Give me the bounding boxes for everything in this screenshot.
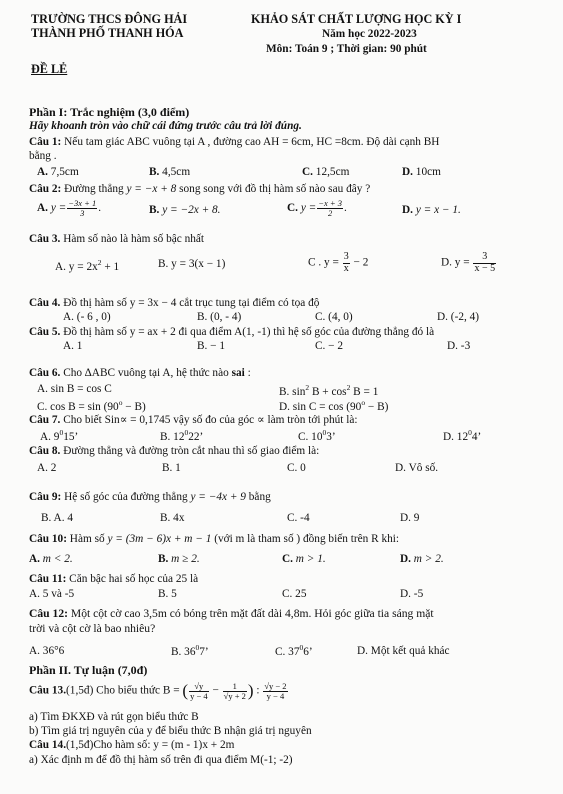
q6-option-a: A. sin B = cos C [37,383,112,395]
q6-option-c: C. $\cos B = \sin (90^o - B)$ [37,398,146,413]
q1-label: Câu 1: [29,136,62,148]
q5-option-b: B. − 1 [197,340,226,352]
q14-part-a: a) Xác định m để đồ thị hàm số trên đi qua điểm M(-1; -2) [29,754,293,766]
q9-stem: Câu 9: Hệ số góc của đường thẳng y = −4x + 9 bằng [29,491,271,503]
q9-option-a: B. A. 4 [41,512,74,524]
version-label: ĐỀ LẺ [31,62,68,76]
q5-option-d: D. -3 [447,340,471,352]
q1-option-c: C. 12,5cm [302,166,350,178]
q2-a-fraction: $\frac{-3x + 1}{3}$ [68,198,97,218]
q1-stem [29,136,439,148]
q3-option-c: C . y = $\frac{3}{x}$ − 2 [308,251,369,274]
q5-option-a: A. 1 [63,340,83,352]
q10-stem: Câu 10: Hàm số y = (3m − 6)x + m − 1 (với m là tham số ) đồng biến trên R khi: [29,533,400,545]
q13-fraction-2: $\frac{1}{√y + 2}$ [223,680,246,701]
q2-option-b: B. y = −2x + 8. [149,204,221,216]
q8-option-a: A. 2 [37,462,57,474]
q13-part-a: a) Tìm ĐKXĐ và rút gọn biểu thức B [29,711,199,723]
school-line2: THÀNH PHỐ THANH HÓA [31,26,184,40]
q12-stem: Câu 12: Một cột cờ cao 3,5m có bóng trên mặt đất dài 4,8m. Hỏi góc giữa tia sáng mặt [29,607,434,620]
q1-text: Nếu tam giác ABC vuông tại A , đường cao AH = 6cm, HC =8cm. Độ dài cạnh BH [61,136,440,148]
q2-option-c: C. y = $\frac{-x + 3}{2}$ . [287,198,347,218]
q10-option-a: A. m < 2. [29,553,73,565]
q1-option-d: D. 10cm [402,166,441,178]
q4-option-a: A. (- 6 , 0) [63,311,111,323]
q7-option-a: A. $9^015$’ [40,428,79,443]
q10-function: y = (3m − 6)x + m − 1 [107,533,212,545]
q8-stem: Câu 8. Đường thẳng và đường tròn cắt nhau thì số giao điểm là: [29,445,320,457]
q5-option-c: C. − 2 [315,340,344,352]
q10-option-d: D. m > 2. [400,553,444,565]
q8-option-c: C. 0 [287,462,306,474]
q12-option-d: D. Một kết quả khác [357,645,450,657]
q12-option-c: C. $37^06$’ [275,643,313,658]
q2-option-a: A. y = $\frac{-3x + 1}{3}$ . [37,198,102,218]
q7-option-b: B. $12^022$’ [160,428,204,443]
q7-option-d: D. $12^04$’ [443,428,482,443]
q2-c-fraction: $\frac{-x + 3}{2}$ [318,198,343,218]
subject-line: Môn: Toán 9 ; Thời gian: 90 phút [266,43,427,55]
q12-option-b: B. $36^07$’ [171,643,209,658]
q4-option-b: B. (0, - 4) [197,311,242,323]
q13-fraction-3: $\frac{√y - 2}{y - 4}$ [264,680,287,701]
q2-line-equation: y = −x + 8 [126,183,177,195]
part1-instruction: Hãy khoanh tròn vào chữ cái đứng trước câu trả lời đúng. [29,120,302,132]
q10-option-b: B. m ≥ 2. [158,553,200,565]
part2-title: Phần II. Tự luận (7,0đ) [29,663,148,677]
q7-option-c: C. $10^03$’ [298,428,336,443]
q8-option-b: B. 1 [162,462,181,474]
q12-stem-cont: trời và cột cờ là bao nhiêu? [29,622,156,635]
q8-option-d: D. Vô số. [395,462,439,474]
q4-stem: Câu 4. Đồ thị hàm số y = 3x − 4 cắt trục tung tại điểm có tọa độ [29,297,320,309]
q9-option-c: C. -4 [287,512,310,524]
q7-stem: Câu 7. Cho biết Sin∝ = 0,1745 vậy số đo của góc ∝ làm tròn tới phút là: [29,414,358,426]
q2-option-d: D. y = x − 1. [402,204,461,216]
q10-option-c: C. m > 1. [282,553,326,565]
q3-option-b: B. y = 3(x − 1) [158,258,226,270]
q11-option-c: C. 25 [282,588,307,600]
q13-stem: Câu 13.(1,5đ) Cho biểu thức B = ( $\frac{√y}{y - 4}$ − $\frac{1}{√y + 2}$ ) : $\frac{√y - 2}{y - 4}$ [29,680,287,701]
q1-option-b: B. 4,5cm [149,166,191,178]
q13-fraction-1: $\frac{√y}{y - 4}$ [190,680,208,701]
q6-option-d: D. $\sin C = \cos (90^o - B)$ [279,398,389,413]
q11-option-b: B. 5 [158,588,177,600]
q3-option-d: D. y = $\frac{3}{x - 5}$ [441,251,496,274]
q11-option-d: D. -5 [400,588,424,600]
q4-option-c: C. (4, 0) [315,311,353,323]
q9-line-equation: y = −4x + 9 [190,491,246,503]
q11-option-a: A. 5 và -5 [29,588,75,600]
q2-stem: Câu 2: Đường thẳng y = −x + 8 song song với đồ thị hàm số nào sau đây ? [29,183,371,195]
q1-stem-cont: bằng . [29,150,57,162]
q3-option-a: A. $y = 2x^2 + 1$ [55,258,120,273]
exam-title: KHẢO SÁT CHẤT LƯỢNG HỌC KỲ I [251,12,462,26]
q9-option-d: D. 9 [400,512,420,524]
q1-option-a: A. 7,5cm [37,166,79,178]
q11-stem: Câu 11: Căn bậc hai số học của 25 là [29,573,199,585]
q9-option-b: B. 4x [160,512,185,524]
q6-stem: Câu 6. Cho ∆ABC vuông tại A, hệ thức nào sai : [29,367,251,379]
school-line1: TRƯỜNG THCS ĐÔNG HẢI [31,12,188,26]
q6-option-b: B. $\sin^2 B + \cos^2 B = 1$ [279,383,379,398]
q13-part-b: b) Tìm giá trị nguyên của y để biểu thức B nhận giá trị nguyên [29,725,312,737]
q4-option-d: D. (-2, 4) [437,311,480,323]
part1-title: Phần I: Trắc nghiệm (3,0 điểm) [29,105,190,119]
q12-option-a: A. 36°6 [29,645,65,657]
q5-stem: Câu 5. Đồ thị hàm số y = ax + 2 đi qua điểm A(1, -1) thì hệ số góc của đường thẳng đó là [29,326,435,338]
q14-stem: Câu 14.(1,5đ)Cho hàm số: y = (m - 1)x + 2m [29,739,235,751]
q3-stem: Câu 3. Hàm số nào là hàm số bậc nhất [29,233,205,245]
school-year: Năm học 2022-2023 [322,28,417,40]
